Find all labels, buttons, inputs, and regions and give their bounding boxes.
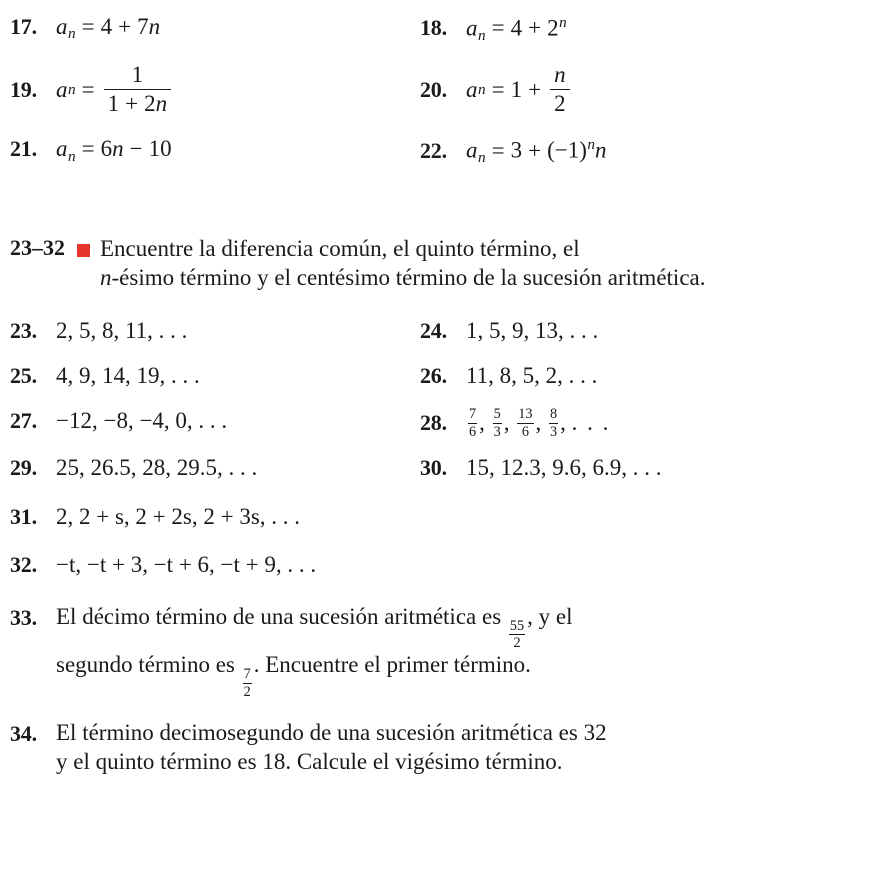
exercise-17-formula xyxy=(56,14,160,43)
exercise-29 xyxy=(0,454,415,482)
exercise-23-sequence: 2, 5, 8, 11, . . . xyxy=(56,318,188,343)
exercise-26-sequence: 11, 8, 5, 2, . . . xyxy=(466,363,598,389)
exercise-number-29: 29. xyxy=(10,455,37,481)
exercise-27 xyxy=(0,407,415,435)
exercise-number-20: 20. xyxy=(420,76,447,102)
den-operand-a: 1 xyxy=(107,91,120,117)
fraction-numerator: n xyxy=(554,61,566,87)
exercise-18 xyxy=(415,14,876,45)
exercise-24-sequence: 1, 5, 9, 13, . . . xyxy=(466,318,599,343)
equals-sign: = xyxy=(491,137,505,163)
problem-34-line2: y el quinto término es 18. Calcule el vigésimo término. xyxy=(56,749,563,775)
fraction-numerator: 8 xyxy=(550,406,558,423)
exercise-34 xyxy=(0,719,876,777)
exercise-number-30: 30. xyxy=(420,455,447,481)
exercise-18-formula xyxy=(466,14,567,45)
exercise-22-formula xyxy=(466,136,606,167)
exercise-row-31 xyxy=(0,503,876,531)
exercise-21 xyxy=(0,136,415,165)
term-symbol-a: a xyxy=(56,136,68,162)
exercise-number-31: 31. xyxy=(10,503,37,529)
separator-comma: , xyxy=(479,410,485,436)
equals-sign: = xyxy=(491,76,505,102)
fraction-inline xyxy=(468,407,477,439)
exercise-19 xyxy=(0,63,415,117)
instruction-line-2: -ésimo término y el centésimo término de la sucesión aritmética. xyxy=(111,265,706,291)
fraction-numerator: 5 xyxy=(493,406,501,423)
red-square-icon xyxy=(77,244,90,257)
exercise-31 xyxy=(0,503,876,531)
problem-33-line1-part1: El décimo término de una sucesión aritmética es xyxy=(56,603,502,629)
separator-comma: , xyxy=(560,410,566,436)
exercise-number-21: 21. xyxy=(10,136,37,162)
exercise-number-26: 26. xyxy=(420,363,447,389)
exercise-32 xyxy=(0,551,876,579)
exponent-n: n xyxy=(559,14,567,31)
fraction-denominator: 2 xyxy=(513,635,521,652)
fraction-inline xyxy=(549,407,558,439)
term-subscript-n: n xyxy=(478,80,486,98)
exercise-32-sequence: −t, −t + 3, −t + 6, −t + 9, . . . xyxy=(56,551,317,577)
minus-sign: − xyxy=(129,136,143,162)
exercise-28-sequence xyxy=(466,407,610,439)
instruction-italic-n: n xyxy=(100,265,112,291)
exercise-number-18: 18. xyxy=(420,15,447,41)
constant: 10 xyxy=(148,136,172,162)
term-subscript-n: n xyxy=(68,25,76,43)
trailing-variable-n: n xyxy=(594,137,607,163)
fraction-inline xyxy=(517,407,533,439)
term-subscript-n: n xyxy=(68,147,76,165)
exercise-31-sequence: 2, 2 + s, 2 + 2s, 2 + 3s, . . . xyxy=(56,503,301,529)
exercise-row-33 xyxy=(0,603,876,700)
exponent-n: n xyxy=(587,136,595,154)
exercise-30 xyxy=(415,454,876,482)
exercise-row-23-24 xyxy=(0,317,876,345)
exercise-33 xyxy=(0,603,876,700)
exercise-row-25-26 xyxy=(0,362,876,390)
exercise-row-21-22 xyxy=(0,136,876,167)
exercise-25 xyxy=(0,362,415,390)
exercise-19-formula xyxy=(56,63,174,117)
term-subscript-n: n xyxy=(478,26,486,44)
exercise-27-sequence: −12, −8, −4, 0, . . . xyxy=(56,408,228,434)
fraction-denominator: 3 xyxy=(493,423,501,440)
fraction-denominator xyxy=(104,92,171,116)
exercise-28 xyxy=(415,407,876,439)
exercise-23 xyxy=(0,317,415,345)
ellipsis: . . . xyxy=(571,410,611,436)
exercise-row-32 xyxy=(0,551,876,579)
equals-sign: = xyxy=(491,15,505,41)
operand-first: 4 xyxy=(510,15,523,41)
exercise-number-33: 33. xyxy=(10,604,37,630)
plus-sign: + xyxy=(528,137,542,163)
instruction-line-1: Encuentre la diferencia común, el quinto término, el xyxy=(100,236,580,262)
exercise-row-27-28 xyxy=(0,407,876,439)
exercise-22 xyxy=(415,136,876,167)
variable-n: n xyxy=(148,14,161,39)
den-variable-n: n xyxy=(155,91,168,117)
base-two: 2 xyxy=(547,15,559,41)
plus-sign: + xyxy=(528,76,542,102)
fraction-inline xyxy=(493,407,502,439)
negative-one-parenthesized: (−1) xyxy=(547,137,587,163)
fraction-numerator: 7 xyxy=(469,406,477,423)
fraction-numerator: 7 xyxy=(243,665,251,682)
fraction-display xyxy=(104,63,171,117)
exercise-number-24: 24. xyxy=(420,318,447,343)
coefficient: 7 xyxy=(137,14,149,39)
fraction-bar xyxy=(104,89,171,91)
fraction-denominator: 3 xyxy=(550,423,558,440)
exercise-21-formula xyxy=(56,136,172,165)
equals-sign: = xyxy=(81,136,95,162)
textbook-exercise-page xyxy=(0,14,876,888)
exercise-number-34: 34. xyxy=(10,721,37,747)
problem-33-line2 xyxy=(56,651,573,699)
equals-sign: = xyxy=(81,76,95,102)
exercise-33-text xyxy=(56,603,573,700)
problem-33-line2-part1: segundo término es xyxy=(56,652,235,677)
exercise-number-17: 17. xyxy=(10,14,37,39)
fraction-numerator: 1 xyxy=(131,61,144,87)
exercise-17 xyxy=(0,14,415,43)
section-header-23-32 xyxy=(0,235,866,293)
term-symbol-a: a xyxy=(466,76,478,102)
operand-first: 3 xyxy=(510,137,523,163)
exercise-number-23: 23. xyxy=(10,318,37,343)
exercise-20-formula xyxy=(466,63,573,117)
operand-first: 4 xyxy=(100,14,113,39)
term-symbol-a: a xyxy=(56,14,68,39)
fraction-bar xyxy=(550,89,570,91)
section-range-label: 23–32 xyxy=(10,235,65,261)
exercise-34-text xyxy=(56,719,607,777)
term-subscript-n: n xyxy=(68,80,76,98)
fraction-numerator: 13 xyxy=(518,406,533,423)
problem-33-line2-part2: . Encuentre el primer término. xyxy=(253,652,531,677)
exercise-row-29-30 xyxy=(0,454,876,482)
separator-comma: , xyxy=(535,410,542,436)
fraction-denominator: 2 xyxy=(243,683,251,700)
exercise-26 xyxy=(415,362,876,390)
equals-sign: = xyxy=(81,14,95,39)
fraction-numerator: 55 xyxy=(509,617,525,634)
problem-34-line1: El término decimosegundo de una sucesión aritmética es 32 xyxy=(56,720,607,746)
exercise-20 xyxy=(415,63,876,117)
separator-comma: , xyxy=(503,410,510,436)
exercise-number-27: 27. xyxy=(10,408,37,434)
coefficient: 6 xyxy=(100,136,113,162)
exercise-row-34 xyxy=(0,719,876,777)
fraction-denominator: 6 xyxy=(469,423,477,440)
operand-first: 1 xyxy=(510,76,523,102)
den-coefficient: 2 xyxy=(144,91,156,117)
plus-sign: + xyxy=(528,15,542,41)
fraction-display xyxy=(550,63,570,117)
term-symbol-a: a xyxy=(466,137,478,163)
exercise-number-25: 25. xyxy=(10,363,37,389)
exercise-number-32: 32. xyxy=(10,551,37,577)
plus-sign: + xyxy=(118,14,132,39)
exercise-number-28: 28. xyxy=(420,410,447,436)
exercise-number-19: 19. xyxy=(10,76,37,102)
fraction-inline-7-2 xyxy=(243,667,252,699)
den-plus-sign: + xyxy=(125,91,139,117)
exercise-row-19-20 xyxy=(0,63,876,117)
exercise-30-sequence: 15, 12.3, 9.6, 6.9, . . . xyxy=(466,455,662,481)
term-symbol-a: a xyxy=(466,15,478,41)
fraction-denominator: 2 xyxy=(554,91,566,117)
exercise-29-sequence: 25, 26.5, 28, 29.5, . . . xyxy=(56,455,258,481)
fraction-inline-55-2 xyxy=(509,619,525,651)
term-symbol-a: a xyxy=(56,76,68,102)
fraction-denominator: 6 xyxy=(521,423,529,440)
exercise-25-sequence: 4, 9, 14, 19, . . . xyxy=(56,363,200,389)
exercise-row-17-18 xyxy=(0,14,876,45)
term-subscript-n: n xyxy=(478,149,486,167)
exercise-24 xyxy=(415,317,876,345)
exercise-number-22: 22. xyxy=(420,137,447,163)
variable-n: n xyxy=(112,136,124,162)
problem-33-line1-part2: , y el xyxy=(527,603,573,629)
section-instructions xyxy=(100,235,705,293)
